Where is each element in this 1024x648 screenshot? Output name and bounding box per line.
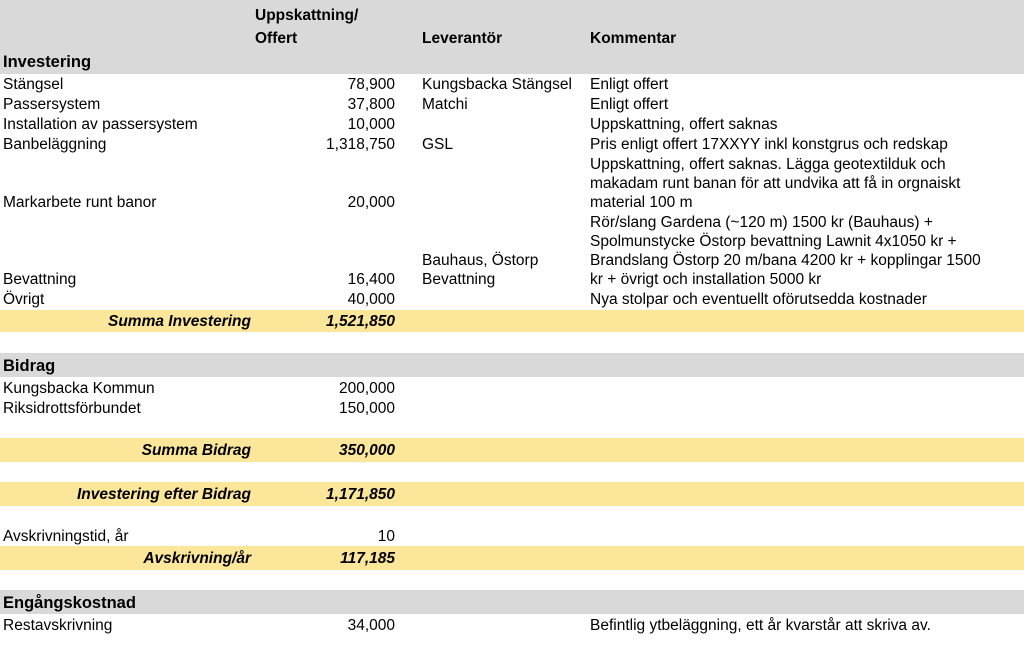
table-row-comment: Enligt offert bbox=[590, 76, 669, 93]
header-comment: Kommentar bbox=[590, 30, 677, 47]
section-title-investering: Investering bbox=[3, 53, 92, 71]
table-row-item: Övrigt bbox=[3, 291, 45, 308]
table-row-item: Restavskrivning bbox=[3, 617, 113, 634]
table-row-item: Banbeläggning bbox=[3, 136, 107, 153]
table-row-item: Riksidrottsförbundet bbox=[3, 400, 141, 417]
table-row-amount: 20,000 bbox=[347, 194, 395, 211]
table-row-item: Passersystem bbox=[3, 96, 101, 113]
table-row-amount: 16,400 bbox=[347, 271, 395, 288]
sum-investering-value: 1,521,850 bbox=[326, 313, 395, 330]
table-row-amount: 40,000 bbox=[347, 291, 395, 308]
section-engangskostnad-band bbox=[0, 590, 1024, 614]
table-row-comment: Enligt offert bbox=[590, 96, 669, 113]
table-row-comment-line: material 100 m bbox=[590, 194, 693, 211]
efter-bidrag-label: Investering efter Bidrag bbox=[77, 486, 251, 503]
table-row-amount: 37,800 bbox=[347, 96, 395, 113]
avskrivning-per-ar-value: 117,185 bbox=[340, 550, 395, 567]
table-row-supplier: GSL bbox=[422, 136, 454, 153]
table-row-item: Kungsbacka Kommun bbox=[3, 380, 155, 397]
table-row-comment: Nya stolpar och eventuellt oförutsedda kostnader bbox=[590, 291, 927, 308]
header-amount-line2: Offert bbox=[255, 30, 298, 47]
table-row-comment-line: Uppskattning, offert saknas. Lägga geotextilduk och bbox=[590, 156, 946, 173]
section-bidrag-band bbox=[0, 353, 1024, 377]
table-row-comment-line: Brandslang Östorp 20 m/bana 4200 kr + kopplingar 1500 bbox=[590, 252, 981, 269]
table-row-item: Bevattning bbox=[3, 271, 77, 288]
table-row-amount: 10,000 bbox=[347, 116, 395, 133]
table-row-supplier-line: Bevattning bbox=[422, 271, 496, 288]
sum-bidrag-label: Summa Bidrag bbox=[141, 442, 251, 459]
table-row-supplier-line: Bauhaus, Östorp bbox=[422, 252, 539, 269]
table-row-comment: Uppskattning, offert saknas bbox=[590, 116, 778, 133]
table-row-comment-line: makadam runt banan för att undvika att få in orgnaiskt bbox=[590, 175, 961, 192]
table-row-comment-line: Spolmunstycke Östorp bevattning Lawnit 4x1050 kr + bbox=[590, 233, 957, 250]
sum-bidrag-value: 350,000 bbox=[338, 442, 395, 459]
table-row-amount: 78,900 bbox=[347, 76, 395, 93]
header-amount-line1: Uppskattning/ bbox=[255, 7, 359, 24]
table-row-supplier: Matchi bbox=[422, 96, 468, 113]
table-row-amount: 34,000 bbox=[347, 617, 395, 634]
table-row-comment-line: kr + övrigt och installation 5000 kr bbox=[590, 271, 822, 288]
avskrivningstid-value: 10 bbox=[377, 528, 395, 545]
table-row-comment-line: Rör/slang Gardena (~120 m) 1500 kr (Bauhaus) + bbox=[590, 214, 933, 231]
section-title-bidrag: Bidrag bbox=[3, 357, 56, 375]
section-investering-band bbox=[0, 52, 1024, 74]
table-row-comment: Befintlig ytbeläggning, ett år kvarstår att skriva av. bbox=[590, 617, 931, 634]
table-row-amount: 150,000 bbox=[338, 400, 395, 417]
table-row-item: Markarbete runt banor bbox=[3, 194, 157, 211]
header-supplier: Leverantör bbox=[422, 30, 503, 47]
avskrivningstid-label: Avskrivningstid, år bbox=[3, 528, 129, 545]
table-row-comment: Pris enligt offert 17XXYY inkl konstgrus och redskap bbox=[590, 136, 948, 153]
avskrivning-per-ar-label: Avskrivning/år bbox=[143, 550, 251, 567]
table-row-amount: 1,318,750 bbox=[326, 136, 395, 153]
header-band bbox=[0, 0, 1024, 52]
table-row-item: Stängsel bbox=[3, 76, 64, 93]
table-row-amount: 200,000 bbox=[338, 380, 395, 397]
table-row-supplier: Kungsbacka Stängsel bbox=[422, 76, 572, 93]
sum-investering-label: Summa Investering bbox=[108, 313, 251, 330]
table-row-item: Installation av passersystem bbox=[3, 116, 198, 133]
section-title-engangskostnad: Engångskostnad bbox=[3, 594, 136, 612]
efter-bidrag-value: 1,171,850 bbox=[326, 486, 395, 503]
